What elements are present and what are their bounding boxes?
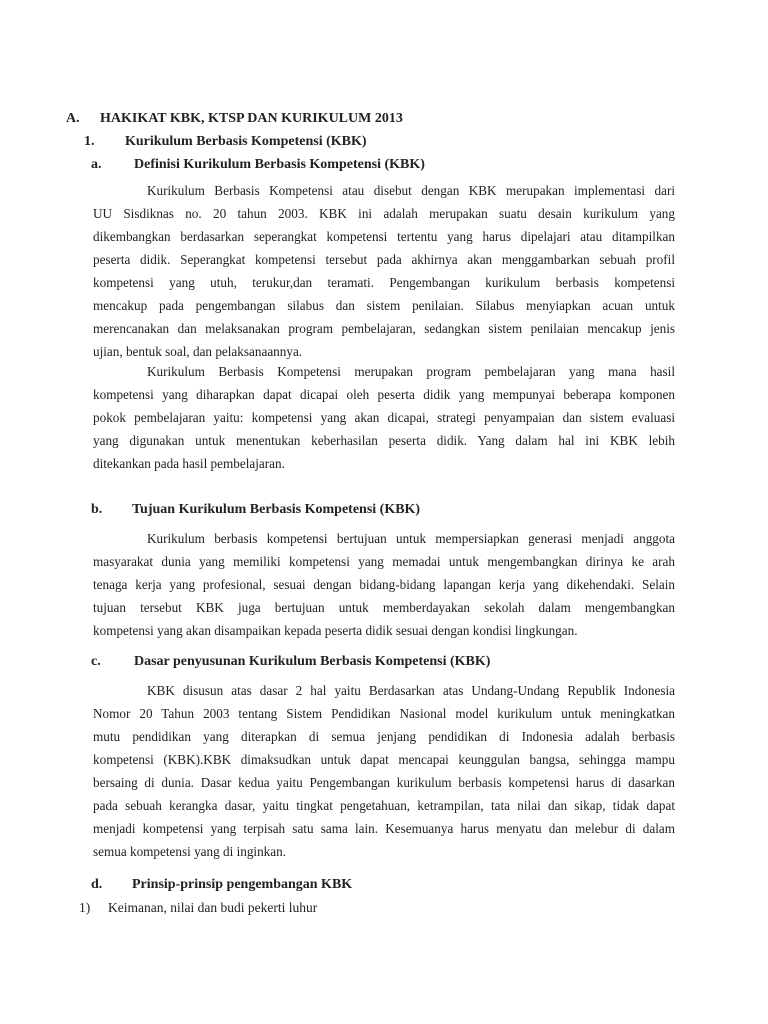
paragraph-line: KBK disusun atas dasar 2 hal yaitu Berdasarkan atas Undang-Undang Republik Indonesia <box>147 683 675 698</box>
paragraph-line: merencanakan dan melaksanakan program pembelajaran, sedangkan sistem penilaian mencakup jenis <box>93 321 675 336</box>
list-item-text: Keimanan, nilai dan budi pekerti luhur <box>108 900 318 915</box>
paragraph-line: tujuan tersebut KBK juga bertujuan untuk memberdayakan sekolah dalam mengembangkan <box>93 600 675 615</box>
paragraph-line: Nomor 20 Tahun 2003 tentang Sistem Pendidikan Nasional model kurikulum untuk meningkatkan <box>93 706 675 721</box>
subsection-1-title: Kurikulum Berbasis Kompetensi (KBK) <box>125 134 367 149</box>
paragraph-line: menjadi kompetensi yang terpisah satu sama lain. Kesemuanya harus menyatu dan melebur di dalam <box>93 821 675 836</box>
paragraph-line: Kurikulum Berbasis Kompetensi atau disebut dengan KBK merupakan implementasi dari <box>147 183 675 198</box>
paragraph-line: kompetensi yang utuh, terukur,dan teramati. Pengembangan kurikulum berbasis kompetensi <box>93 275 675 290</box>
subsection-1-heading <box>84 133 404 151</box>
part-c-heading <box>91 653 511 671</box>
paragraph-line: masyarakat dunia yang memiliki kompetensi yang memadai untuk mengembangkan dirinya ke arah <box>93 554 675 569</box>
section-a-number: A. <box>66 111 80 126</box>
paragraph-line: ditekankan pada hasil pembelajaran. <box>93 456 285 471</box>
paragraph-line: pada sebuah kerangka dasar, yaitu tingkat pengetahuan, ketrampilan, tata nilai dan sikap, tidak dapat <box>93 798 675 813</box>
paragraph-line: dikembangkan berdasarkan seperangkat kompetensi tertentu yang harus dipelajari atau ditampilkan <box>93 229 675 244</box>
part-b-heading <box>91 501 451 519</box>
paragraph-line: kompetensi yang diharapkan dapat dicapai oleh peserta didik yang mempunyai beberapa komponen <box>93 387 675 402</box>
list-item <box>79 899 399 917</box>
paragraph-line: yang digunakan untuk menentukan keberhasilan peserta didik. Yang dalam hal ini KBK lebih <box>93 433 675 448</box>
paragraph-line: mencakup pada pengembangan silabus dan sistem penilaian. Silabus menyiapkan acuan untuk <box>93 298 675 313</box>
paragraph-line: mutu pendidikan yang diterapkan di semua jenjang pendidikan di Indonesia adalah berbasis <box>93 729 675 744</box>
section-a-title: HAKIKAT KBK, KTSP DAN KURIKULUM 2013 <box>100 111 403 126</box>
part-b-paragraph <box>93 527 675 642</box>
part-a-heading <box>91 156 451 174</box>
part-c-title: Dasar penyusunan Kurikulum Berbasis Kompetensi (KBK) <box>134 654 491 669</box>
part-c-letter: c. <box>91 654 101 669</box>
paragraph-line: Kurikulum Berbasis Kompetensi merupakan program pembelajaran yang mana hasil <box>147 364 675 379</box>
part-a-letter: a. <box>91 157 102 172</box>
paragraph-line: semua kompetensi yang di inginkan. <box>93 844 287 859</box>
part-c-paragraph <box>93 679 675 863</box>
part-d-heading <box>91 876 391 894</box>
part-a-paragraph-1 <box>93 179 675 363</box>
paragraph-line: kompetensi yang akan disampaikan kepada peserta didik sesuai dengan kondisi lingkungan. <box>93 623 578 638</box>
part-d-title: Prinsip-prinsip pengembangan KBK <box>132 877 353 892</box>
section-a-heading <box>66 110 426 128</box>
paragraph-line: Kurikulum berbasis kompetensi bertujuan untuk mempersiapkan generasi menjadi anggota <box>147 531 675 546</box>
paragraph-line: UU Sisdiknas no. 20 tahun 2003. KBK ini adalah merupakan suatu desain kurikulum yang <box>93 206 675 221</box>
paragraph-line: bersaing di dunia. Dasar kedua yaitu Pengembangan kurikulum berbasis kompetensi harus di dasarkan <box>93 775 675 790</box>
part-d-letter: d. <box>91 877 103 892</box>
part-b-letter: b. <box>91 502 103 517</box>
part-a-paragraph-2 <box>93 360 675 475</box>
paragraph-line: kompetensi (KBK).KBK dimaksudkan untuk dapat mencapai keunggulan bangsa, sehingga mampu <box>93 752 675 767</box>
part-a-title: Definisi Kurikulum Berbasis Kompetensi (KBK) <box>134 157 425 172</box>
part-b-title: Tujuan Kurikulum Berbasis Kompetensi (KBK) <box>132 502 421 517</box>
list-item-number: 1) <box>79 900 91 915</box>
paragraph-line: ujian, bentuk soal, dan pelaksanaannya. <box>93 344 303 359</box>
paragraph-line: tenaga kerja yang profesional, sesuai dengan bidang-bidang lapangan kerja yang dikehendaki. Selain <box>93 577 675 592</box>
paragraph-line: peserta didik. Seperangkat kompetensi tersebut pada akhirnya akan menggambarkan sebuah profil <box>93 252 675 267</box>
subsection-1-number: 1. <box>84 134 95 149</box>
paragraph-line: pokok pembelajaran yaitu: kompetensi yang akan dicapai, strategi penyampaian dan sistem evaluasi <box>93 410 675 425</box>
